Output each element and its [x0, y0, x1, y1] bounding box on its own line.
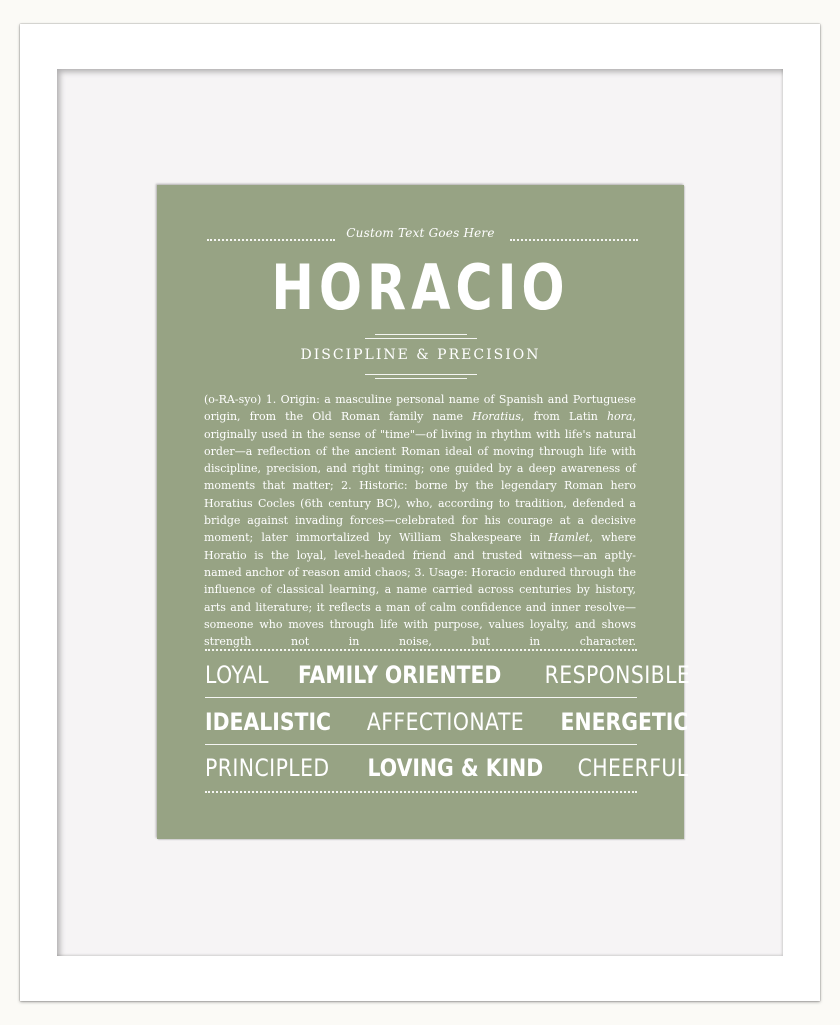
traits-separator	[205, 744, 637, 745]
definition-italic: Horatius	[472, 410, 521, 424]
rule-upper-2	[365, 338, 477, 339]
pronunciation: (o-RA-syo)	[204, 393, 262, 406]
name-subtitle: DISCIPLINE & PRECISION	[300, 347, 541, 363]
name-meaning-print	[157, 185, 691, 839]
dotted-divider-traits-bottom	[205, 791, 637, 793]
trait: LOVING & KIND	[367, 754, 543, 782]
picture-frame	[20, 24, 820, 1001]
definition-text: , from Latin	[520, 410, 607, 424]
definition-text: , where Horatio is the loyal, level-headed friend and trusted witness—an aptly-named anchor of reason amid chaos; 3. Usage: Horacio endured through the influence of classical learning, a name carried across centuries by history, arts and literature; it reflects a man of calm confidence and inner resolve—someone who moves through life with purpose, values loyalty, and shows strength not in noise, but in character.	[204, 531, 636, 649]
mat-board	[57, 69, 783, 956]
name-title: HORACIO	[271, 251, 570, 324]
trait: IDEALISTIC	[205, 708, 332, 736]
name-definition	[204, 391, 636, 650]
rule-upper	[375, 334, 467, 335]
trait: RESPONSIBLE	[545, 661, 691, 689]
trait: AFFECTIONATE	[367, 708, 525, 736]
traits-separator	[205, 697, 637, 698]
definition-text: 1. Origin: a masculine personal name of Spanish and Portuguese origin, from the Old Roman family name	[204, 393, 636, 424]
custom-text: Custom Text Goes Here	[346, 226, 495, 240]
dotted-divider-traits-top	[205, 649, 637, 651]
trait: CHEERFUL	[577, 754, 689, 782]
definition-italic: Hamlet	[548, 531, 590, 545]
trait: LOYAL	[205, 661, 269, 689]
definition-italic: hora	[606, 410, 633, 424]
traits-row	[205, 751, 689, 785]
rule-lower-2	[375, 378, 467, 379]
trait: ENERGETIC	[560, 708, 689, 736]
definition-text: , originally used in the sense of "time"—of living in rhythm with life's natural order—a reflection of the ancient Roman ideal of moving through life with discipline, precision, and right timing; one guided by a deep awareness of moments that matter; 2. Historic: borne by the legendary Roman hero Horatius Cocles (6th century BC), who, according to tradition, defended a bridge against invading forces—celebrated for his courage at a decisive moment; later immortalized by William Shakespeare in	[204, 410, 636, 545]
trait: PRINCIPLED	[205, 754, 330, 782]
rule-lower	[365, 374, 477, 375]
trait: FAMILY ORIENTED	[298, 661, 502, 689]
traits-row	[205, 658, 691, 692]
traits-row	[205, 705, 689, 739]
